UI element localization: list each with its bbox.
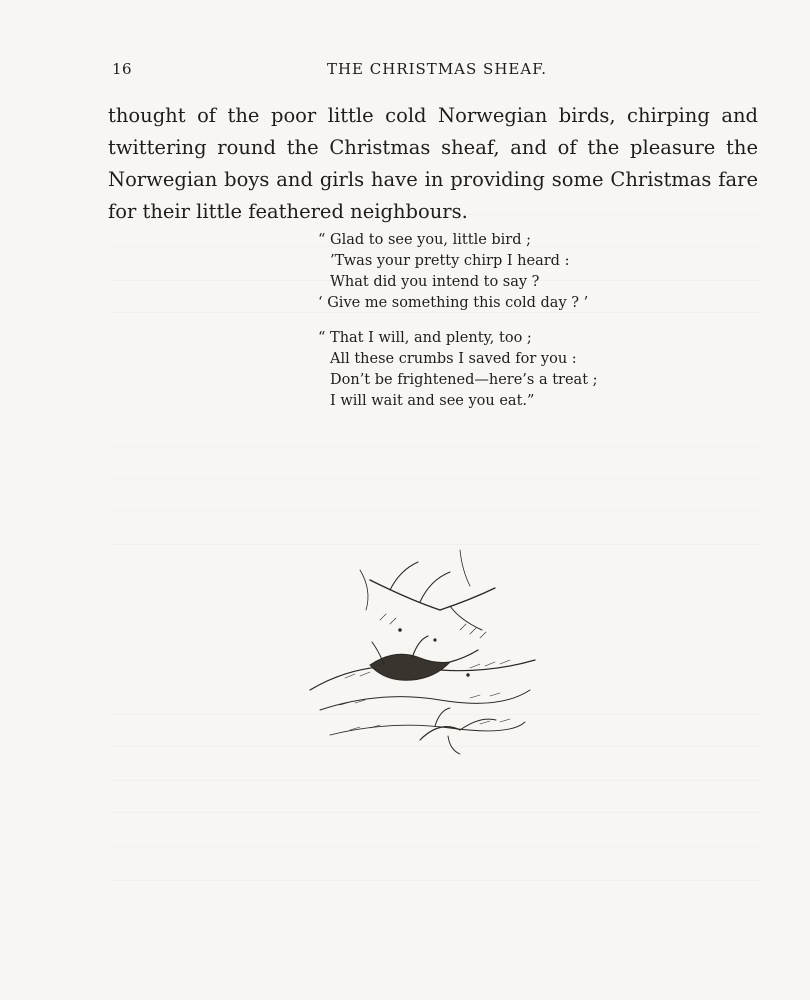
poem-line: ‘ Give me something this cold day ? ’ [318, 295, 589, 311]
poem-line: “ Glad to see you, little bird ; [318, 232, 532, 248]
body-paragraph: thought of the poor little cold Norwegian birds, chirping and twittering round the Christmas sheaf, and of the pleasure the Norwegian boys and girls have in providing some Christmas fare for their little feathered neighbours. [108, 104, 758, 223]
poem-line: I will wait and see you eat.” [330, 393, 535, 409]
poem-line: What did you intend to say ? [330, 274, 540, 290]
poem-line: ’Twas your pretty chirp I heard : [330, 253, 570, 269]
poem-stanza-1 [318, 230, 588, 314]
poem-stanza-2 [318, 328, 598, 412]
running-title: THE CHRISTMAS SHEAF. [326, 60, 548, 78]
poem-line: “ That I will, and plenty, too ; [318, 330, 532, 346]
poem-line: Don’t be frightened—here’s a treat ; [330, 372, 598, 388]
page-number: 16 [112, 60, 133, 78]
page-header [112, 60, 762, 82]
bird-vignette-illustration [300, 540, 545, 770]
poem-line: All these crumbs I saved for you : [330, 351, 577, 367]
